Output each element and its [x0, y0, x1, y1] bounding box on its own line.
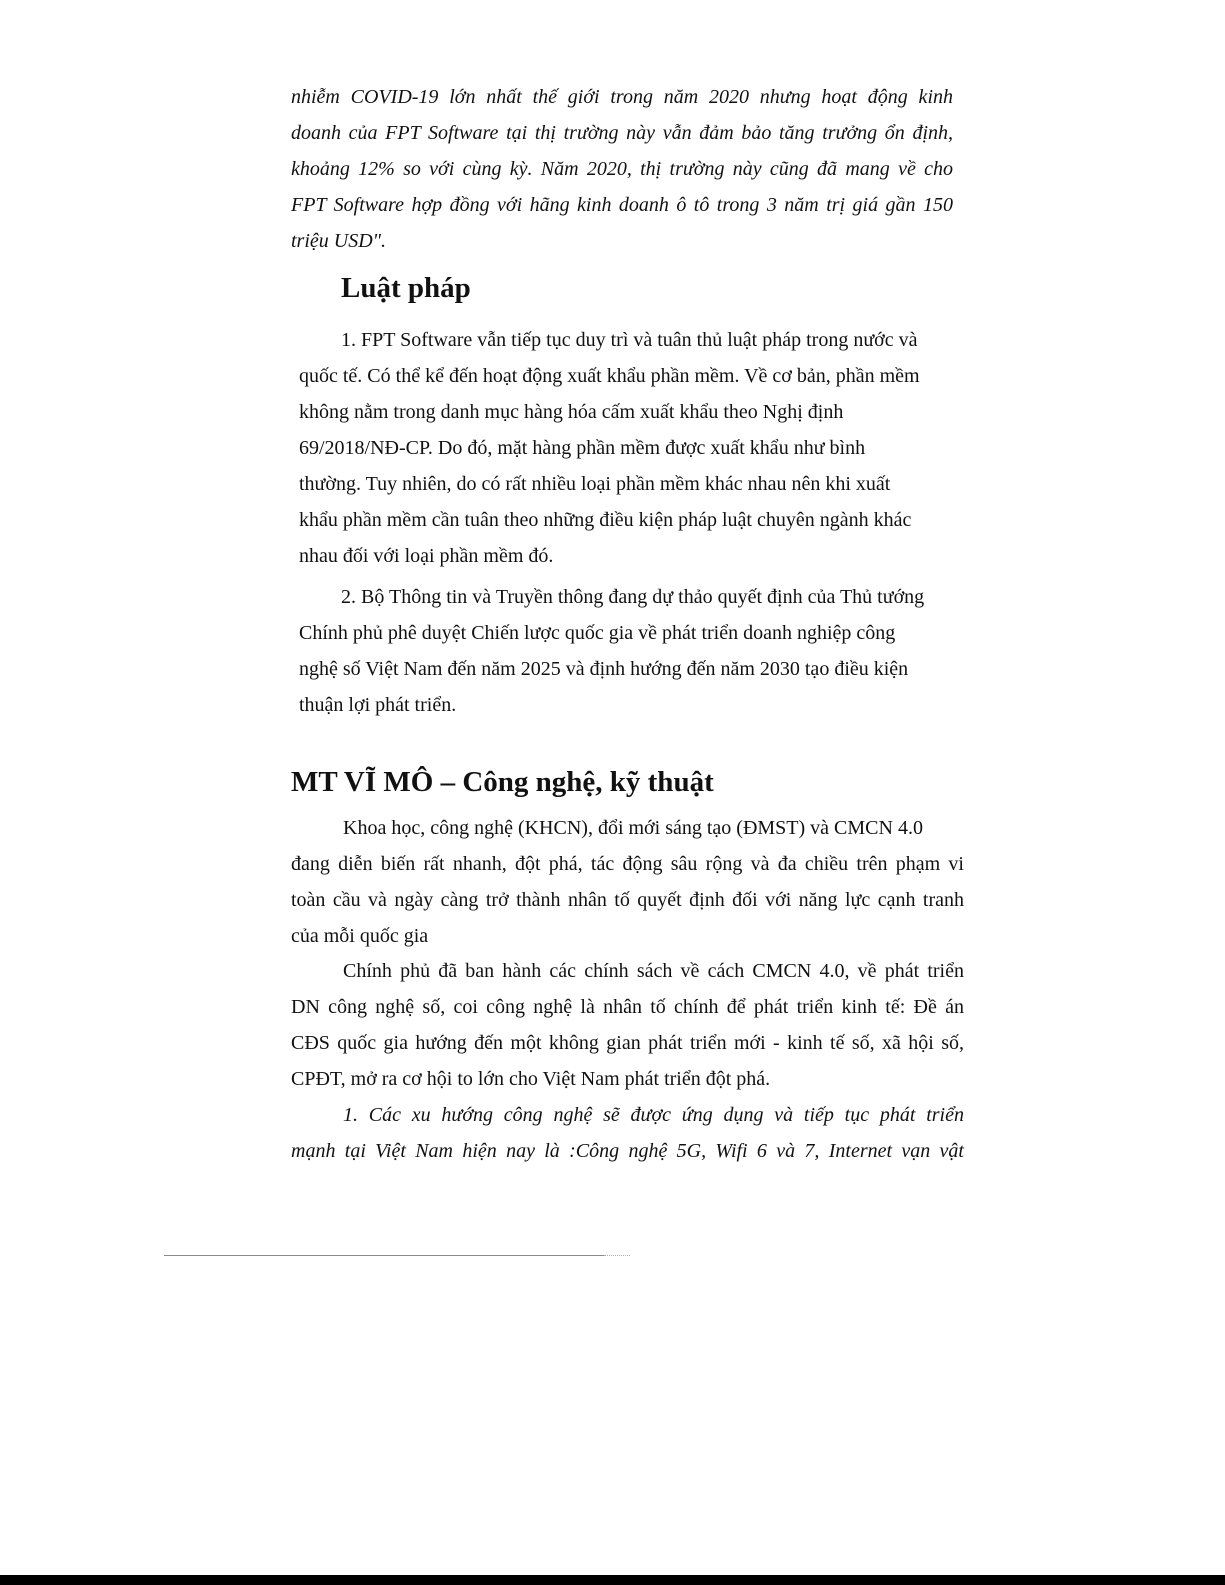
paragraph-line: DN công nghệ số, coi công nghệ là nhân tố chính để phát triển kinh tế: Đề án	[291, 996, 964, 1018]
paragraph-line: của mỗi quốc gia	[291, 925, 429, 947]
quote-line: triệu USD".	[291, 230, 387, 252]
section-heading: MT VĨ MÔ – Công nghệ, kỹ thuật	[291, 766, 714, 798]
paragraph-line: không nằm trong danh mục hàng hóa cấm xuất khẩu theo Nghị định	[299, 401, 844, 423]
paragraph-line: 1. FPT Software vẫn tiếp tục duy trì và tuân thủ luật pháp trong nước và	[341, 329, 918, 351]
footnote-separator	[164, 1255, 604, 1256]
paragraph-line: khẩu phần mềm cần tuân theo những điều kiện pháp luật chuyên ngành khác	[299, 509, 912, 531]
paragraph-line: quốc tế. Có thể kể đến hoạt động xuất khẩu phần mềm. Về cơ bản, phần mềm	[299, 365, 920, 387]
paragraph-line: CĐS quốc gia hướng đến một không gian phát triển mới - kinh tế số, xã hội số,	[291, 1032, 964, 1054]
paragraph-line: toàn cầu và ngày càng trở thành nhân tố quyết định đối với năng lực cạnh tranh	[291, 889, 964, 911]
paragraph-line: 2. Bộ Thông tin và Truyền thông đang dự thảo quyết định của Thủ tướng	[341, 586, 925, 608]
paragraph-line: mạnh tại Việt Nam hiện nay là :Công nghệ 5G, Wifi 6 và 7, Internet vạn vật	[291, 1140, 964, 1162]
paragraph-line: nghệ số Việt Nam đến năm 2025 và định hướng đến năm 2030 tạo điều kiện	[299, 658, 909, 680]
paragraph-line: thường. Tuy nhiên, do có rất nhiều loại phần mềm khác nhau nên khi xuất	[299, 473, 891, 495]
paragraph-line: 69/2018/NĐ-CP. Do đó, mặt hàng phần mềm được xuất khẩu như bình	[299, 437, 866, 459]
footnote-separator-dots	[604, 1255, 630, 1256]
quote-line: FPT Software hợp đồng với hãng kinh doanh ô tô trong 3 năm trị giá gần 150	[291, 194, 953, 216]
section-heading: Luật pháp	[341, 272, 471, 304]
paragraph-line: nhau đối với loại phần mềm đó.	[299, 545, 554, 567]
quote-line: nhiễm COVID-19 lớn nhất thế giới trong năm 2020 nhưng hoạt động kinh	[291, 86, 953, 108]
paragraph-line: thuận lợi phát triển.	[299, 694, 457, 716]
paragraph-line: Chính phủ đã ban hành các chính sách về cách CMCN 4.0, về phát triển	[343, 960, 964, 982]
page-bottom-border	[0, 1575, 1225, 1585]
paragraph-line: CPĐT, mở ra cơ hội to lớn cho Việt Nam phát triển đột phá.	[291, 1068, 771, 1090]
paragraph-line: đang diễn biến rất nhanh, đột phá, tác động sâu rộng và đa chiều trên phạm vi	[291, 853, 964, 875]
paragraph-line: 1. Các xu hướng công nghệ sẽ được ứng dụng và tiếp tục phát triển	[343, 1104, 964, 1126]
paragraph-line: Khoa học, công nghệ (KHCN), đổi mới sáng tạo (ĐMST) và CMCN 4.0	[343, 817, 923, 839]
quote-line: khoảng 12% so với cùng kỳ. Năm 2020, thị trường này cũng đã mang về cho	[291, 158, 953, 180]
paragraph-line: Chính phủ phê duyệt Chiến lược quốc gia về phát triển doanh nghiệp công	[299, 622, 896, 644]
quote-line: doanh của FPT Software tại thị trường này vẫn đảm bảo tăng trưởng ổn định,	[291, 122, 953, 144]
